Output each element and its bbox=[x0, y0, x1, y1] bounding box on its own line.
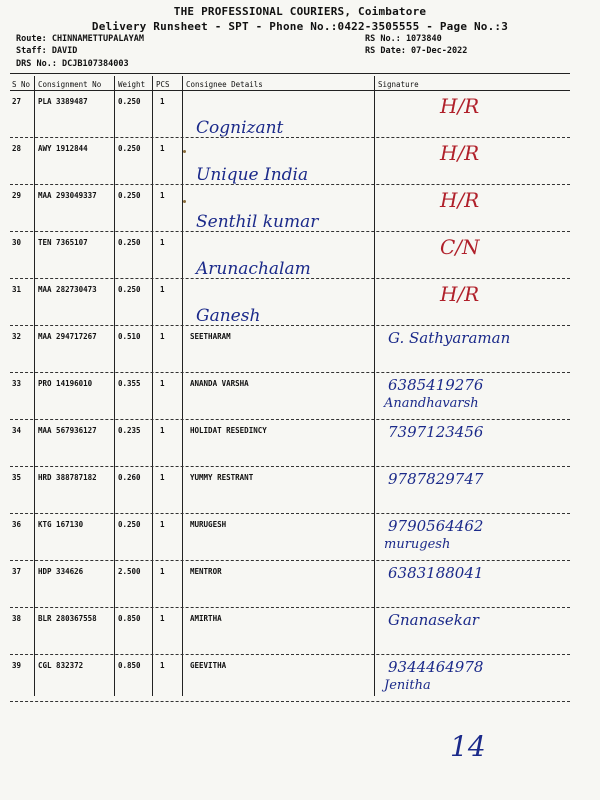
row-serial-number: 39 bbox=[12, 661, 22, 670]
row-divider bbox=[10, 137, 570, 138]
consignment-number: CGL 832372 bbox=[38, 661, 84, 670]
row-serial-number: 31 bbox=[12, 285, 22, 294]
row-divider bbox=[10, 654, 570, 655]
ink-speck bbox=[183, 200, 186, 203]
pcs-value: 1 bbox=[160, 379, 165, 388]
column-divider bbox=[34, 76, 35, 696]
row-serial-number: 34 bbox=[12, 426, 22, 435]
pcs-value: 1 bbox=[160, 661, 165, 670]
row-divider bbox=[10, 466, 570, 467]
consignment-number: MAA 282730473 bbox=[38, 285, 97, 294]
table-header-border bbox=[10, 90, 570, 91]
row-divider bbox=[10, 184, 570, 185]
handwritten-signature-name: murugesh bbox=[384, 537, 451, 552]
weight-value: 0.250 bbox=[118, 97, 141, 106]
consignment-number: PRO 14196010 bbox=[38, 379, 93, 388]
consignment-number: MAA 567936127 bbox=[38, 426, 97, 435]
handwritten-signature: 7397123456 bbox=[388, 423, 484, 441]
pcs-value: 1 bbox=[160, 238, 165, 247]
consignment-number: MAA 294717267 bbox=[38, 332, 97, 341]
pcs-value: 1 bbox=[160, 332, 165, 341]
ink-speck bbox=[183, 150, 186, 153]
row-serial-number: 33 bbox=[12, 379, 22, 388]
row-serial-number: 27 bbox=[12, 97, 22, 106]
row-serial-number: 36 bbox=[12, 520, 22, 529]
pcs-value: 1 bbox=[160, 426, 165, 435]
col-header-consignee: Consignee Details bbox=[186, 80, 263, 89]
row-divider bbox=[10, 701, 570, 702]
drs-number: DRS No.: DCJB107384003 bbox=[16, 59, 129, 69]
pcs-value: 1 bbox=[160, 97, 165, 106]
weight-value: 0.250 bbox=[118, 238, 141, 247]
column-divider bbox=[152, 76, 153, 696]
handwritten-signature: 9344464978 bbox=[388, 658, 484, 676]
row-divider bbox=[10, 607, 570, 608]
weight-value: 0.850 bbox=[118, 661, 141, 670]
handwritten-page-number: 14 bbox=[450, 730, 486, 763]
pcs-value: 1 bbox=[160, 191, 165, 200]
row-divider bbox=[10, 560, 570, 561]
weight-value: 0.250 bbox=[118, 520, 141, 529]
consignment-number: BLR 280367558 bbox=[38, 614, 97, 623]
col-header-consignment: Consignment No bbox=[38, 80, 102, 89]
pcs-value: 1 bbox=[160, 473, 165, 482]
row-serial-number: 32 bbox=[12, 332, 22, 341]
handwritten-signature: H/R bbox=[440, 94, 480, 118]
weight-value: 0.260 bbox=[118, 473, 141, 482]
consignment-number: HDP 334626 bbox=[38, 567, 84, 576]
handwritten-signature: G. Sathyaraman bbox=[388, 329, 511, 347]
weight-value: 0.235 bbox=[118, 426, 141, 435]
pcs-value: 1 bbox=[160, 520, 165, 529]
column-divider bbox=[374, 76, 375, 696]
handwritten-signature: H/R bbox=[440, 282, 480, 306]
col-header-weight: Weight bbox=[118, 80, 146, 89]
col-header-pcs: PCS bbox=[156, 80, 170, 89]
row-serial-number: 35 bbox=[12, 473, 22, 482]
rs-number: RS No.: 1073840 bbox=[365, 34, 442, 44]
handwritten-consignee: Senthil kumar bbox=[196, 212, 319, 232]
pcs-value: 1 bbox=[160, 567, 165, 576]
consignee-name: SEETHARAM bbox=[190, 332, 231, 341]
row-divider bbox=[10, 419, 570, 420]
row-serial-number: 30 bbox=[12, 238, 22, 247]
route-label: Route: CHINNAMETTUPALAYAM bbox=[16, 34, 144, 44]
consignee-name: HOLIDAT RESEDINCY bbox=[190, 426, 267, 435]
row-divider bbox=[10, 231, 570, 232]
handwritten-signature-name: Anandhavarsh bbox=[384, 396, 479, 411]
pcs-value: 1 bbox=[160, 285, 165, 294]
row-divider bbox=[10, 372, 570, 373]
row-divider bbox=[10, 513, 570, 514]
weight-value: 0.355 bbox=[118, 379, 141, 388]
consignment-number: AWY 1912844 bbox=[38, 144, 88, 153]
handwritten-signature: Gnanasekar bbox=[388, 611, 479, 629]
handwritten-signature: 6385419276 bbox=[388, 376, 484, 394]
consignment-number: PLA 3389487 bbox=[38, 97, 88, 106]
row-serial-number: 37 bbox=[12, 567, 22, 576]
handwritten-signature-name: Jenitha bbox=[384, 678, 431, 693]
weight-value: 0.510 bbox=[118, 332, 141, 341]
rs-date: RS Date: 07-Dec-2022 bbox=[365, 46, 468, 56]
consignee-name: YUMMY RESTRANT bbox=[190, 473, 254, 482]
consignee-name: GEEVITHA bbox=[190, 661, 227, 670]
handwritten-signature: H/R bbox=[440, 188, 480, 212]
consignment-number: HRD 388787182 bbox=[38, 473, 97, 482]
consignment-number: MAA 293049337 bbox=[38, 191, 97, 200]
row-divider bbox=[10, 325, 570, 326]
column-divider bbox=[182, 76, 183, 696]
weight-value: 0.250 bbox=[118, 144, 141, 153]
handwritten-signature: C/N bbox=[440, 235, 480, 259]
consignee-name: ANANDA VARSHA bbox=[190, 379, 249, 388]
weight-value: 0.850 bbox=[118, 614, 141, 623]
handwritten-consignee: Unique India bbox=[196, 165, 309, 185]
col-header-signature: Signature bbox=[378, 80, 419, 89]
handwritten-signature: 9790564462 bbox=[388, 517, 484, 535]
company-title: THE PROFESSIONAL COURIERS, Coimbatore bbox=[173, 5, 427, 18]
staff-label: Staff: DAVID bbox=[16, 46, 78, 56]
consignment-number: KTG 167130 bbox=[38, 520, 84, 529]
weight-value: 2.500 bbox=[118, 567, 141, 576]
table-top-border bbox=[10, 73, 570, 74]
consignee-name: AMIRTHA bbox=[190, 614, 222, 623]
handwritten-consignee: Ganesh bbox=[196, 306, 261, 326]
consignee-name: MENTROR bbox=[190, 567, 222, 576]
weight-value: 0.250 bbox=[118, 285, 141, 294]
pcs-value: 1 bbox=[160, 144, 165, 153]
pcs-value: 1 bbox=[160, 614, 165, 623]
handwritten-signature: H/R bbox=[440, 141, 480, 165]
row-divider bbox=[10, 278, 570, 279]
col-header-sno: S No bbox=[12, 80, 31, 89]
consignee-name: MURUGESH bbox=[190, 520, 227, 529]
handwritten-signature: 9787829747 bbox=[388, 470, 484, 488]
row-serial-number: 38 bbox=[12, 614, 22, 623]
column-divider bbox=[114, 76, 115, 696]
runsheet-title: Delivery Runsheet - SPT - Phone No.:0422-3505555 - Page No.:3 bbox=[91, 20, 509, 33]
row-serial-number: 29 bbox=[12, 191, 22, 200]
consignment-number: TEN 7365107 bbox=[38, 238, 88, 247]
handwritten-signature: 6383188041 bbox=[388, 564, 484, 582]
handwritten-consignee: Cognizant bbox=[196, 118, 284, 138]
row-serial-number: 28 bbox=[12, 144, 22, 153]
handwritten-consignee: Arunachalam bbox=[196, 259, 311, 279]
weight-value: 0.250 bbox=[118, 191, 141, 200]
